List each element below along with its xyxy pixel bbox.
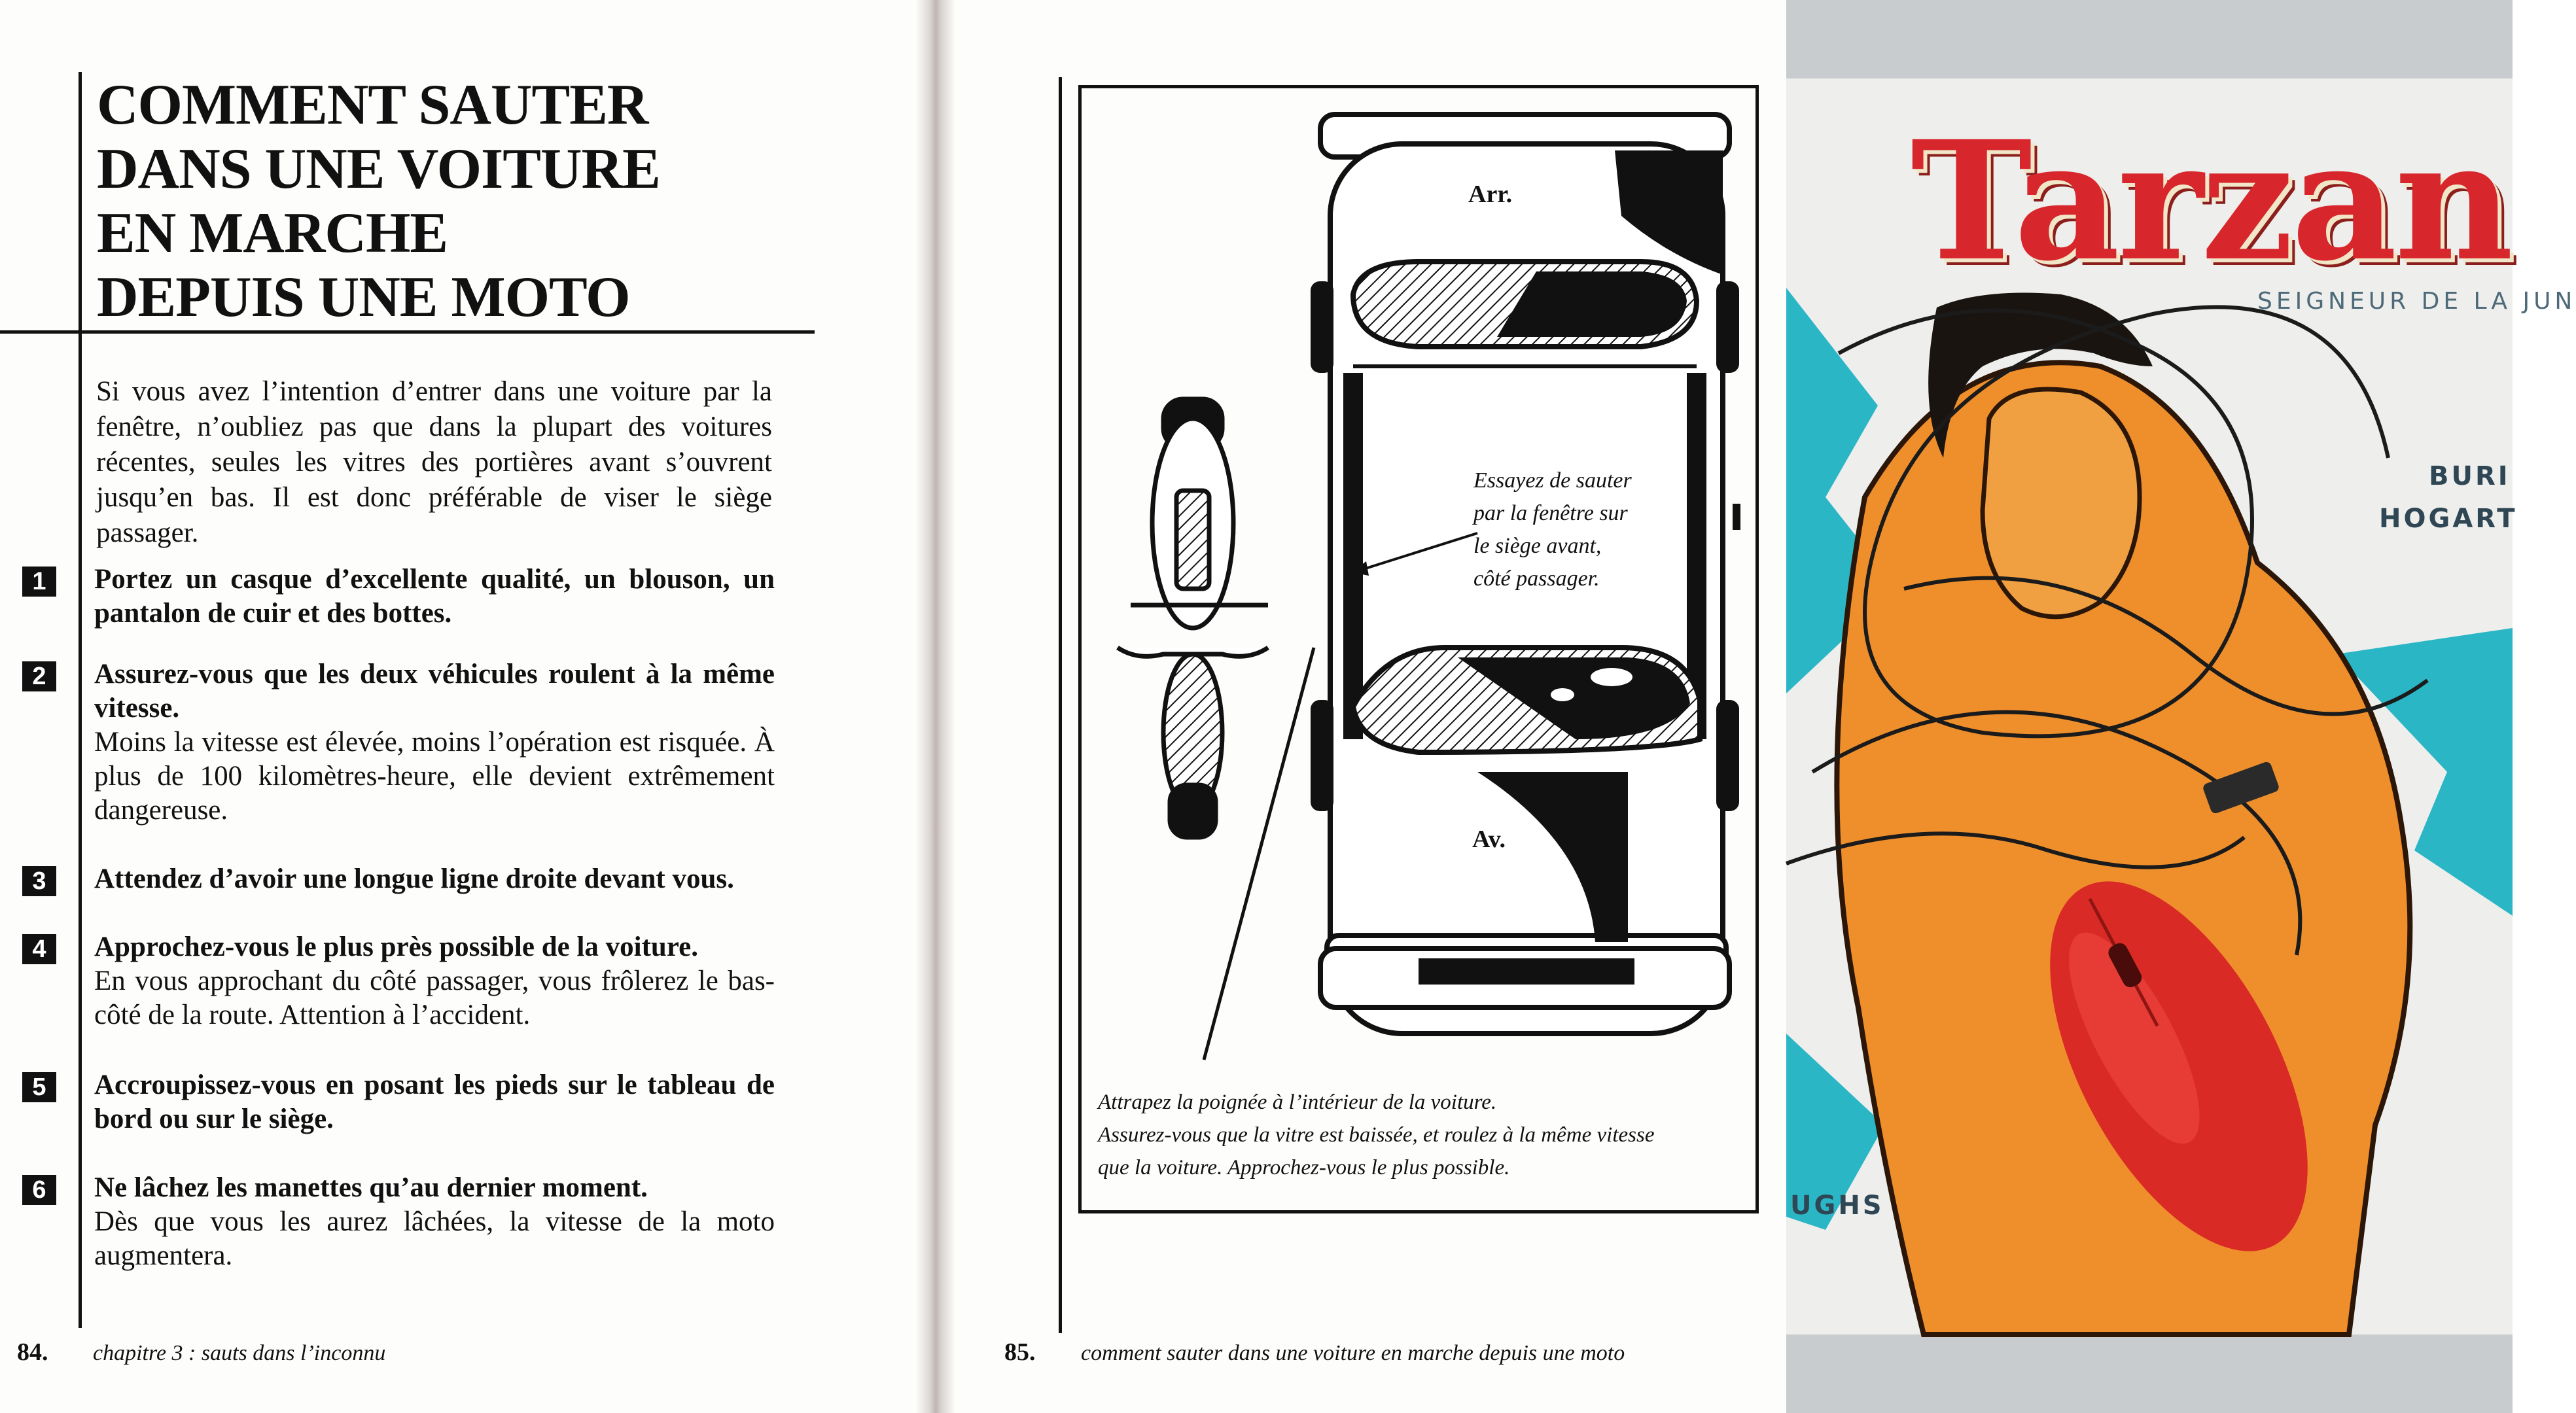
step-number-badge: 1 — [22, 567, 56, 597]
author-name-fragment: BURI — [2429, 461, 2511, 491]
step-number-badge: 2 — [22, 661, 56, 691]
step-heading: Approchez-vous le plus près possible de la voiture. — [94, 932, 698, 962]
car-and-motorbike-illustration — [1078, 85, 1759, 1213]
step-number-badge: 3 — [22, 866, 56, 896]
motorcycle-top-view — [1118, 399, 1268, 837]
left-vertical-rule — [79, 72, 82, 1328]
right-vertical-rule — [1059, 77, 1062, 1333]
title-underline-rule — [0, 330, 815, 334]
step-heading: Portez un casque d’excellente qualité, un blouson, un pantalon de cuir et des bottes. — [94, 564, 775, 629]
page-number-left: 84. — [17, 1338, 48, 1366]
annotation-line: Essayez de sauter — [1473, 468, 1632, 493]
title-line: COMMENT SAUTER — [97, 73, 648, 137]
title-line: DANS UNE VOITURE — [97, 137, 660, 201]
artist-name-fragment: HOGART — [2379, 504, 2518, 534]
step-heading: Assurez-vous que les deux véhicules roulent à la même vitesse. — [94, 659, 775, 724]
step-body: Moins la vitesse est élevée, moins l’opération est risquée. À plus de 100 kilomètres-heure, elle devient extrêmement dangereuse. — [94, 727, 775, 826]
rear-label: Arr. — [1468, 181, 1513, 208]
page-number-right: 85. — [1004, 1338, 1036, 1366]
book-title: Tarzan — [1911, 105, 2511, 297]
tarzan-face — [1983, 389, 2140, 617]
illustration-caption — [1098, 1086, 1739, 1184]
caption-line: Assurez-vous que la vitre est baissée, et roulez à la même vitesse — [1098, 1123, 1655, 1147]
step-heading: Accroupissez-vous en posant les pieds sur le tableau de bord ou sur le siège. — [94, 1070, 775, 1134]
step-heading: Ne lâchez les manettes qu’au dernier moment. — [94, 1172, 648, 1203]
step-number-badge: 5 — [22, 1072, 56, 1102]
jump-annotation — [1473, 464, 1670, 595]
step-body: En vous approchant du côté passager, vous frôlerez le bas-côté de la route. Attention à l’accident. — [94, 966, 775, 1030]
intro-paragraph: Si vous avez l’intention d’entrer dans une voiture par la fenêtre, n’oubliez pas que dans la plupart des voitures récentes, seules les vitres des portières avant s’ouvrent jusqu’en bas. Il est donc préférable de viser le siège passager. — [96, 376, 772, 548]
title-line: EN MARCHE — [97, 201, 448, 265]
title-line: DEPUIS UNE MOTO — [97, 266, 630, 329]
caption-line: que la voiture. Approchez-vous le plus possible. — [1098, 1156, 1510, 1179]
annotation-line: le siège avant, — [1473, 534, 1602, 558]
step-number-badge: 4 — [22, 934, 56, 964]
running-head-left: chapitre 3 : sauts dans l’inconnu — [93, 1341, 386, 1365]
step-heading: Attendez d’avoir une longue ligne droite devant vous. — [94, 864, 734, 894]
page-title — [97, 73, 817, 330]
caption-line: Attrapez la poignée à l’intérieur de la voiture. — [1098, 1090, 1497, 1114]
annotation-line: par la fenêtre sur — [1473, 501, 1628, 525]
book-gutter — [916, 0, 955, 1413]
annotation-line: côté passager. — [1473, 567, 1600, 591]
running-head-right: comment sauter dans une voiture en marche depuis une moto — [1081, 1341, 1625, 1365]
author-name-fragment-bottom: UGHS — [1790, 1191, 1884, 1221]
step-number-badge: 6 — [22, 1175, 56, 1205]
step-body: Dès que vous les aurez lâchées, la vitesse de la moto augmentera. — [94, 1206, 775, 1271]
front-label: Av. — [1472, 826, 1506, 853]
car-grille — [1419, 958, 1634, 985]
book-subtitle: SEIGNEUR DE LA JUN — [2257, 288, 2576, 315]
